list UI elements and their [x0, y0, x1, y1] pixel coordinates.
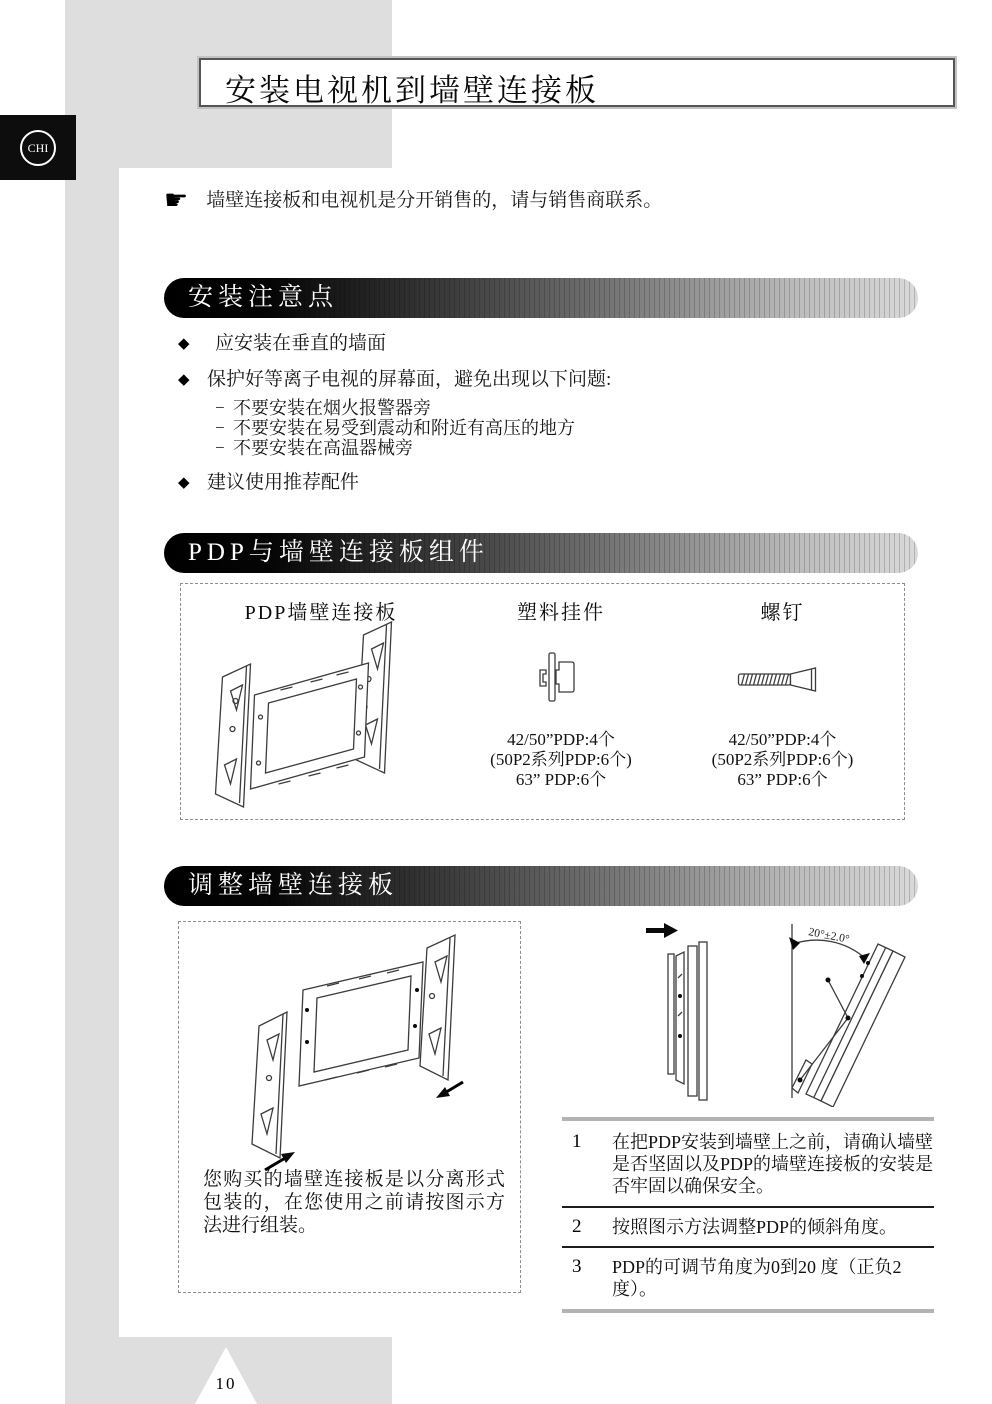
dash-bullet-icon: − — [215, 418, 225, 437]
count-line: 42/50”PDP:4个 — [507, 730, 615, 749]
pointer-hand-icon: ☛ — [164, 185, 189, 215]
component-label: 螺钉 — [760, 602, 805, 624]
section-header-precautions — [164, 278, 918, 318]
step-number: 3 — [572, 1256, 582, 1277]
screw-icon — [735, 666, 830, 693]
step-text: PDP的可调节角度为0到20 度（正负2度）。 — [612, 1257, 902, 1299]
step-number: 2 — [572, 1216, 582, 1237]
count-line: 63” PDP:6个 — [515, 770, 607, 789]
tilt-side-view-straight — [638, 912, 723, 1107]
page-number: 10 — [215, 1374, 237, 1393]
angle-label: 20°±2.0° — [807, 926, 851, 946]
left-gray-band — [65, 0, 119, 1404]
section-header-adjust — [164, 866, 918, 906]
language-badge-label: CHI — [20, 130, 56, 166]
components-box — [180, 583, 905, 820]
step-text: 在把PDP安装到墙壁上之前，请确认墙壁是否坚固以及PDP的墙壁连接板的安装是否牢固以确保安全。 — [612, 1132, 934, 1196]
table-rule — [562, 1309, 934, 1313]
page-title: 安装电视机到墙壁连接板 — [225, 73, 599, 108]
table-row — [562, 1208, 934, 1246]
wall-plate-diagram — [209, 617, 434, 812]
list-item — [178, 331, 898, 357]
hanger-counts — [461, 730, 661, 790]
assembly-note: 您购买的墙壁连接板是以分离形式包装的，在您使用之前请按图示方法进行组装。 — [203, 1169, 505, 1236]
dash-bullet-icon: − — [215, 398, 225, 417]
plastic-hanger-icon — [538, 648, 584, 706]
list-item — [215, 418, 898, 438]
list-item — [215, 438, 898, 458]
diamond-bullet-icon: ◆ — [178, 372, 190, 388]
intro-note-text: 墙壁连接板和电视机是分开销售的，请与销售商联系。 — [206, 190, 663, 211]
list-item — [178, 470, 898, 496]
section-header-components-label: PDP与墙壁连接板组件 — [188, 539, 489, 566]
table-row — [562, 1121, 934, 1206]
section-header-components — [164, 533, 918, 573]
step-text: 按照图示方法调整PDP的倾斜角度。 — [612, 1217, 898, 1237]
bullet-text: 应安装在垂直的墙面 — [215, 333, 387, 354]
component-label: PDP墙壁连接板 — [244, 602, 398, 624]
section-header-precautions-label: 安装注意点 — [188, 284, 339, 311]
diamond-bullet-icon: ◆ — [178, 336, 190, 352]
page-title-box — [199, 58, 955, 107]
table-row — [562, 1248, 934, 1309]
component-column-wall-plate — [181, 584, 461, 819]
step-number: 1 — [572, 1131, 582, 1152]
bullet-text: 建议使用推荐配件 — [207, 472, 360, 493]
count-line: (50P2系列PDP:6个) — [711, 750, 854, 769]
sub-bullet-text: 不要安装在高温器械旁 — [233, 438, 413, 458]
section-header-adjust-label: 调整墙壁连接板 — [188, 872, 399, 899]
wall-plate-assembly-diagram — [231, 930, 469, 1172]
list-item — [178, 367, 898, 393]
bullet-text: 保护好等离子电视的屏幕面，避免出现以下问题: — [207, 369, 612, 390]
count-line: 63” PDP:6个 — [737, 770, 828, 789]
language-badge — [0, 115, 76, 180]
dash-bullet-icon: − — [215, 438, 225, 457]
component-column-plastic-hanger — [461, 584, 661, 819]
list-item — [215, 398, 898, 418]
precautions-list — [178, 331, 898, 496]
screw-counts — [661, 730, 904, 790]
intro-note — [164, 186, 884, 215]
adjust-steps-table — [562, 1117, 934, 1313]
precautions-sublist — [215, 398, 898, 458]
diamond-bullet-icon: ◆ — [178, 475, 190, 491]
count-line: (50P2系列PDP:6个) — [490, 750, 632, 769]
sub-bullet-text: 不要安装在易受到震动和附近有高压的地方 — [233, 418, 575, 438]
assembly-box — [178, 921, 521, 1293]
tilt-side-view-angled — [762, 902, 940, 1107]
sub-bullet-text: 不要安装在烟火报警器旁 — [233, 398, 431, 418]
count-line: 42/50”PDP:4个 — [728, 730, 837, 749]
component-label: 塑料挂件 — [517, 602, 605, 624]
component-column-screws — [661, 584, 904, 819]
